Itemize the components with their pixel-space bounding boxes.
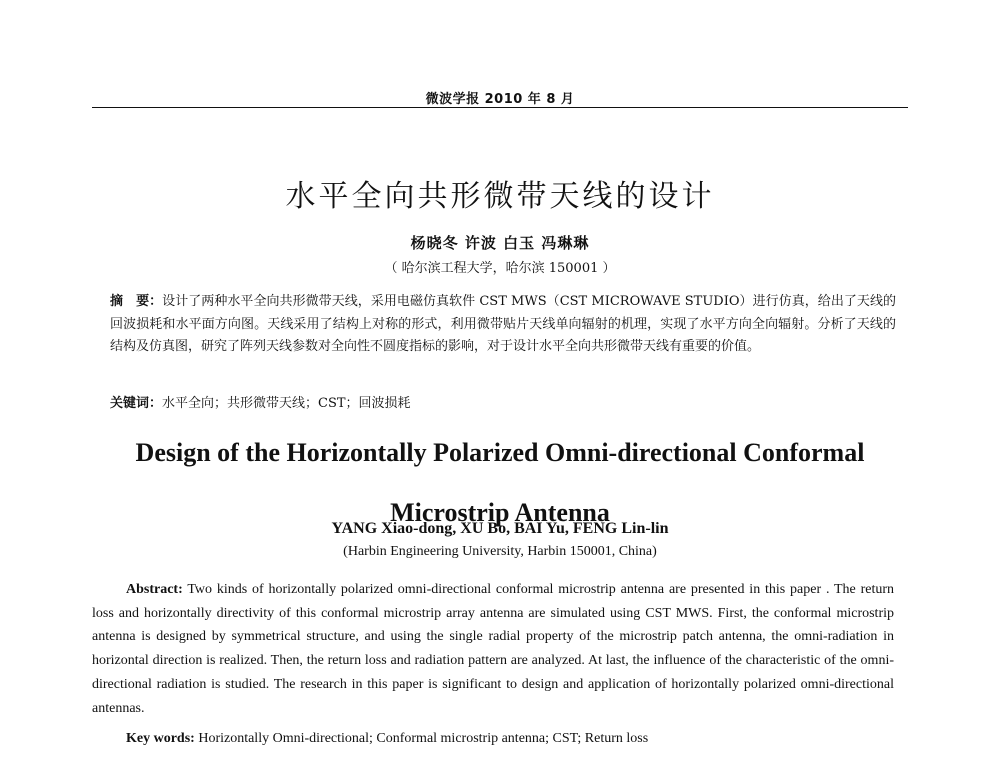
chinese-keywords-text: 水平全向；共形微带天线；CST；回波损耗 <box>162 396 411 411</box>
english-affiliation: (Harbin Engineering University, Harbin 150001, China) <box>343 544 657 559</box>
chinese-abstract-text: 设计了两种水平全向共形微带天线，采用电磁仿真软件 CST MWS（CST MICROWAVE STUDIO）进行仿真，给出了天线的回波损耗和水平面方向图。天线采用了结构上对称的形式，利用微带贴片天线单向辐射的机理，实现了水平方向全向辐射。分析了天线的结构及仿真图，研究了阵列天线参数对全向性不圆度指标的影响，对于设计水平全向共形微带天线有重要的价值。 <box>110 294 896 354</box>
running-head: 微波学报 2010 年 8 月 <box>425 92 575 107</box>
english-abstract-text: Two kinds of horizontally polarized omni-directional conformal microstrip antenna are presented in this paper . The return loss and horizontally directivity of this conformal microstrip array antenna are simulated using CST MWS. First, the conformal microstrip antenna is designed by symmetrical structure, and using the single radial property of the microstrip patch antenna, the omni-radiation in horizontal direction is realized. Then, the return loss and radiation pattern are analyzed. At last, the influence of the characteristic of the omni-directional radiation is studied. The research in this paper is significant to design and application of horizontally polarized omni-directional antennas. <box>92 582 894 716</box>
english-title: Design of the Horizontally Polarized Omni-directional Conformal Microstrip Antenna <box>135 438 865 527</box>
english-abstract-label: Abstract: <box>126 582 183 597</box>
chinese-keywords <box>110 392 896 411</box>
english-abstract <box>92 578 894 720</box>
english-keywords-label: Key words: <box>126 731 195 746</box>
chinese-affiliation: （ 哈尔滨工程大学，哈尔滨 150001 ） <box>384 261 616 276</box>
english-keywords <box>126 731 906 747</box>
chinese-authors: 杨晓冬 许波 白玉 冯琳琳 <box>410 234 590 252</box>
chinese-keywords-label: 关键词： <box>110 396 163 411</box>
english-keywords-text: Horizontally Omni-directional; Conformal microstrip antenna; CST; Return loss <box>194 731 649 746</box>
header-rule <box>92 107 908 108</box>
chinese-abstract <box>110 291 896 359</box>
chinese-abstract-label: 摘 要： <box>110 294 163 309</box>
english-authors: YANG Xiao-dong, XU Bo, BAI Yu, FENG Lin-lin <box>331 520 669 537</box>
chinese-title: 水平全向共形微带天线的设计 <box>285 179 715 214</box>
